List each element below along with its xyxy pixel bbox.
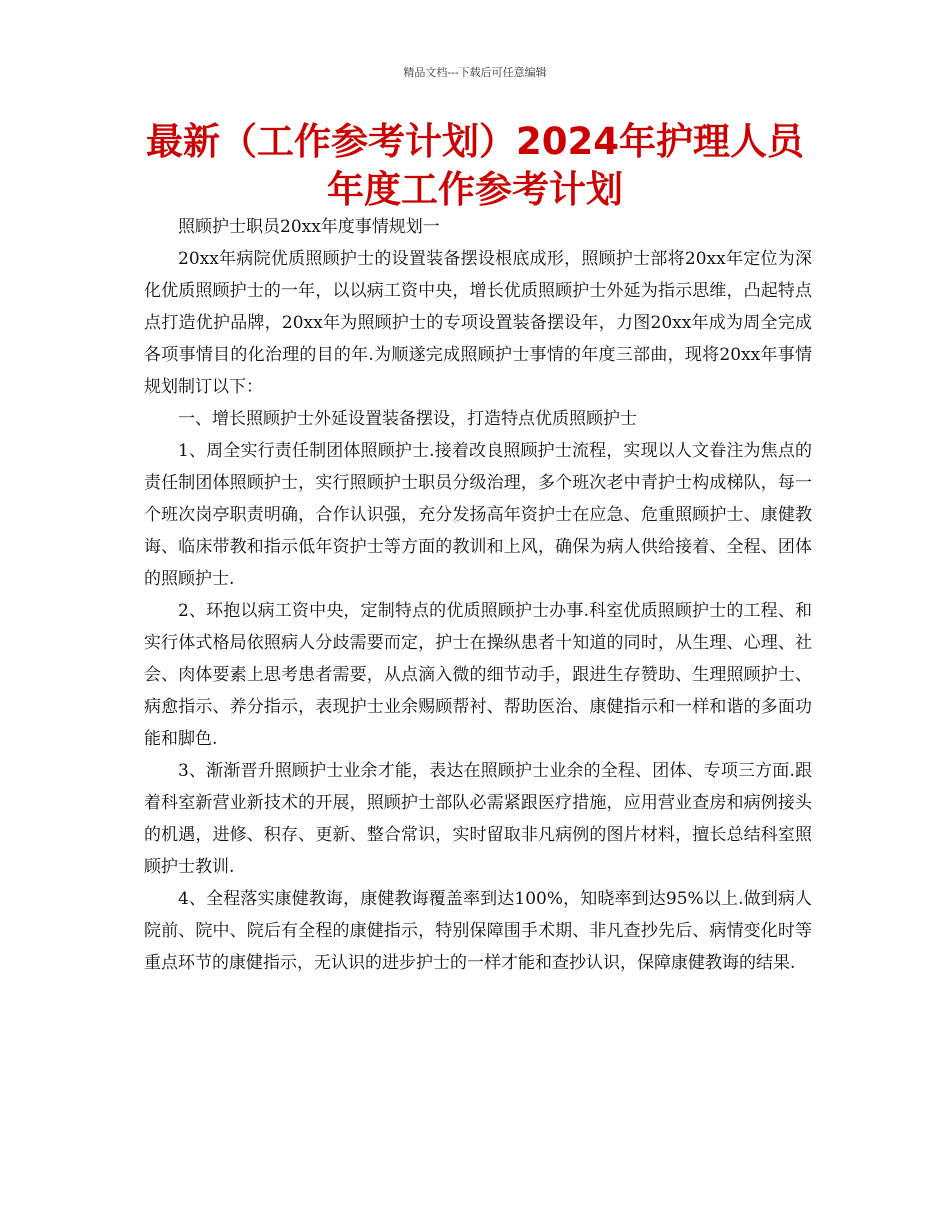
paragraph-intro: 20xx年病院优质照顾护士的设置装备摆设根底成形，照顾护士部将20xx年定位为深化优质照顾护士的一年，以以病工资中央，增长优质照顾护士外延为指示思维，凸起特点点打造优护品牌，20xx年为照顾护士的专项设置装备摆设年，力图20xx年成为周全完成各项事情目的化治理的目的年.为顺遂完成照顾护士事情的年度三部曲，现将20xx年事情规划制订以下：	[144, 249, 812, 397]
paragraph-item-3: 3、渐渐晋升照顾护士业余才能，表达在照顾护士业余的全程、团体、专项三方面.跟着科室新营业新技术的开展，照顾护士部队必需紧跟医疗措施，应用营业查房和病例接头的机遇，进修、积存、更新、整合常识，实时留取非凡病例的图片材料，擅长总结科室照顾护士教训.	[144, 761, 812, 877]
paragraph-item-4: 4、全程落实康健教诲，康健教诲覆盖率到达100%，知晓率到达95%以上.做到病人院前、院中、院后有全程的康健指示，特别保障围手术期、非凡查抄先后、病情变化时等重点环节的康健指示，无认识的进步护士的一样才能和查抄认识，保障康健教诲的结果.	[144, 889, 812, 973]
header-note: 精品文档---下载后可任意编辑	[403, 66, 547, 79]
document-body	[144, 211, 812, 979]
paragraph-item-2: 2、环抱以病工资中央，定制特点的优质照顾护士办事.科室优质照顾护士的工程、和实行体式格局依照病人分歧需要而定，护士在操纵患者十知道的同时，从生理、心理、社会、肉体要素上思考患者需要，从点滴入微的细节动手，跟进生存赞助、生理照顾护士、病愈指示、养分指示，表现护士业余赐顾帮衬、帮助医治、康健指示和一样和谐的多面功能和脚色.	[144, 601, 812, 749]
document-title: 最新（工作参考计划）2024年护理人员年度工作参考计划	[146, 120, 804, 211]
paragraph-item-1: 1、周全实行责任制团体照顾护士.接着改良照顾护士流程，实现以人文眷注为焦点的责任制团体照顾护士，实行照顾护士职员分级治理，多个班次老中青护士构成梯队，每一个班次岗亭职责明确，合作认识强，充分发扬高年资护士在应急、危重照顾护士、康健教诲、临床带教和指示低年资护士等方面的教训和上风，确保为病人供给接着、全程、团体的照顾护士.	[144, 441, 812, 589]
paragraph-section-one-heading: 一、增长照顾护士外延设置装备摆设，打造特点优质照顾护士	[178, 409, 637, 429]
paragraph-plan-heading: 照顾护士职员20xx年度事情规划一	[178, 217, 440, 237]
